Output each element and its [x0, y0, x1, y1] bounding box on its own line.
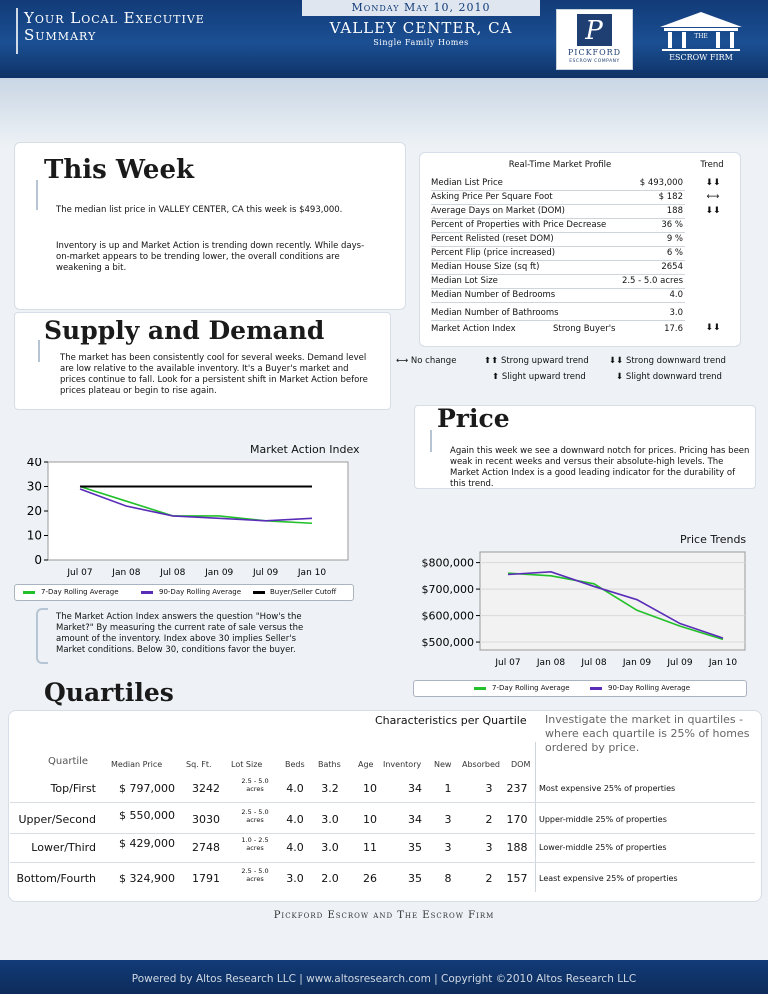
profile-row — [431, 218, 685, 233]
investigate-text: Investigate the market in quartiles - where each quartile is 25% of homes ordered by price. — [545, 713, 750, 754]
quartile-inventory: 34 — [408, 813, 422, 826]
y-tick-label: 20 — [26, 504, 42, 518]
profile-value: 2.5 - 5.0 acres — [621, 276, 683, 286]
profile-row — [431, 176, 685, 191]
quartile-row-top — [10, 772, 530, 802]
x-tick-label: Jul 08 — [160, 568, 186, 578]
svg-text:P: P — [585, 16, 603, 46]
market-action-value: 17.6 — [664, 324, 683, 334]
header-swoosh — [0, 78, 768, 148]
quartile-new: 3 — [444, 841, 452, 854]
market-action-chart — [0, 458, 360, 580]
profile-value: 9 % — [666, 234, 683, 244]
quartile-inventory: 35 — [408, 841, 422, 854]
quartile-sqft: 1791 — [192, 872, 220, 885]
quartile-price: $ 797,000 — [119, 782, 175, 795]
quartile-beds: 4.0 — [286, 841, 304, 854]
col-inventory: Inventory — [383, 760, 422, 769]
header-rule — [16, 8, 18, 54]
mai-note: The Market Action Index answers the question "How's the Market?" By measuring the current rate of sale versus the amount of the inventory. Index above 30 implies Seller's Market conditions. Below 30, conditions favor the buyer. — [56, 612, 304, 655]
quartile-sqft: 2748 — [192, 841, 220, 854]
quartile-new: 3 — [444, 813, 452, 826]
escrow-firm-logo — [652, 9, 750, 68]
profile-label: Asking Price Per Square Foot — [431, 192, 553, 202]
quartile-age: 11 — [363, 841, 377, 854]
trend-legend-strong-up — [484, 356, 589, 366]
y-tick-label: $600,000 — [421, 609, 474, 623]
profile-row — [431, 288, 685, 303]
quartile-price: $ 550,000 — [119, 809, 175, 822]
quartile-absorbed: 2 — [485, 813, 493, 826]
quartile-price: $ 429,000 — [119, 837, 175, 850]
city-name: VALLEY CENTER, CA — [329, 19, 513, 37]
quartile-beds: 3.0 — [286, 872, 304, 885]
market-profile-title: Real-Time Market Profile — [508, 160, 612, 170]
col-median-price: Median Price — [111, 760, 163, 769]
left-right-arrow-icon: ⟷ — [706, 192, 720, 202]
supply-demand-bracket — [38, 340, 44, 362]
profile-value: 2654 — [661, 262, 683, 272]
profile-row — [431, 260, 685, 275]
report-date: Monday May 10, 2010 — [302, 0, 540, 16]
x-tick-label: Jan 08 — [536, 658, 566, 668]
trend-legend-slight-up — [492, 372, 586, 382]
x-tick-label: Jul 08 — [581, 658, 607, 668]
price-paragraph: Again this week we see a downward notch for prices. Pricing has been weak in recent weeks and versus their absolute-high levels. The Market Action Index is a good leading indicator for the durability of this trend. — [450, 446, 750, 489]
col-baths: Baths — [318, 760, 341, 769]
report-title-line1: Your Local Executive — [24, 9, 205, 27]
profile-row — [431, 232, 685, 247]
quartiles-divider — [535, 742, 536, 892]
quartile-new: 1 — [444, 782, 452, 795]
quartile-row-lower — [10, 831, 530, 861]
market-action-status: Strong Buyer's — [553, 324, 616, 334]
quartile-new: 8 — [444, 872, 452, 885]
x-tick-label: Jul 07 — [67, 568, 93, 578]
plot-area — [480, 552, 745, 650]
double-down-arrow-icon: ⬇⬇ — [705, 323, 721, 333]
quartile-row-bottom — [10, 862, 530, 892]
x-tick-label: Jan 08 — [112, 568, 141, 578]
profile-label: Average Days on Market (DOM) — [431, 206, 565, 216]
profile-value: 6 % — [666, 248, 683, 258]
quartile-sqft: 3242 — [192, 782, 220, 795]
x-tick-label: Jan 09 — [205, 568, 234, 578]
profile-label: Median Number of Bedrooms — [431, 290, 556, 300]
quartile-lot-range: 1.0 - 2.5 — [241, 836, 269, 844]
quartile-sqft: 3030 — [192, 813, 220, 826]
quartile-desc: Least expensive 25% of properties — [539, 874, 678, 883]
trend-legend-strong-down — [609, 356, 726, 366]
profile-row — [431, 306, 685, 321]
this-week-bracket — [36, 180, 42, 210]
quartile-dom: 170 — [506, 813, 528, 826]
x-tick-label: Jan 10 — [708, 658, 738, 668]
profile-label: Median List Price — [431, 178, 503, 188]
quartile-inventory: 35 — [408, 872, 422, 885]
property-type: Single Family Homes — [373, 38, 469, 47]
y-tick-label: 30 — [26, 479, 42, 494]
x-tick-label: Jul 09 — [667, 658, 693, 668]
profile-label: Median Number of Bathrooms — [431, 308, 559, 318]
left-right-arrow-icon: ⟷ — [396, 356, 411, 366]
quartile-dom: 237 — [506, 782, 528, 795]
this-week-title: This Week — [44, 155, 194, 185]
double-up-arrow-icon: ⬆⬆ — [484, 356, 501, 366]
profile-row — [431, 190, 685, 205]
legend-swatch-7day — [23, 591, 35, 594]
pickford-logo-sub: ESCROW COMPANY — [569, 59, 620, 64]
double-down-arrow-icon: ⬇⬇ — [705, 178, 721, 188]
legend-label-cutoff: Buyer/Seller Cutoff — [270, 588, 337, 596]
col-lot-size: Lot Size — [231, 760, 263, 769]
col-new: New — [434, 760, 452, 769]
col-age: Age — [358, 760, 374, 769]
x-tick-label: Jan 10 — [297, 568, 327, 578]
profile-value: 3.0 — [669, 308, 683, 318]
price-chart — [408, 548, 758, 670]
profile-value: 36 % — [661, 220, 683, 230]
market-action-row — [431, 322, 685, 336]
quartile-baths: 3.0 — [321, 813, 339, 826]
quartile-dom: 188 — [506, 841, 528, 854]
profile-label: Percent Flip (price increased) — [431, 248, 556, 258]
market-action-chart-title: Market Action Index — [250, 443, 360, 456]
pickford-logo — [556, 9, 633, 70]
quartile-desc: Most expensive 25% of properties — [539, 784, 676, 793]
quartile-name: Top/First — [50, 782, 96, 795]
quartile-row-upper — [10, 803, 530, 833]
mai-note-bracket — [36, 608, 48, 664]
quartile-lot-range: 2.5 - 5.0 — [241, 867, 269, 875]
x-tick-label: Jan 09 — [622, 658, 652, 668]
legend-label-7day: 7-Day Rolling Average — [492, 684, 570, 692]
quartile-name: Bottom/Fourth — [16, 872, 96, 885]
market-action-label: Market Action Index — [431, 324, 516, 334]
trend-header: Trend — [700, 160, 724, 170]
quartile-absorbed: 2 — [485, 872, 493, 885]
col-quartile: Quartile — [48, 756, 89, 767]
profile-row — [431, 246, 685, 261]
characteristics-label: Characteristics per Quartile — [375, 714, 527, 727]
col-sqft: Sq. Ft. — [186, 760, 212, 769]
quartile-age: 10 — [363, 782, 377, 795]
footer-firms: Pickford Escrow and The Escrow Firm — [273, 910, 495, 921]
slight-down-label: Slight downward trend — [625, 372, 722, 382]
profile-label: Median House Size (sq ft) — [431, 262, 540, 272]
quartile-inventory: 34 — [408, 782, 422, 795]
double-down-arrow-icon: ⬇⬇ — [705, 206, 721, 216]
profile-value: $ 493,000 — [639, 178, 683, 188]
trend-legend-slight-down — [616, 372, 722, 382]
legend-label-7day: 7-Day Rolling Average — [41, 588, 119, 596]
price-title: Price — [437, 404, 510, 433]
down-arrow-icon: ⬇ — [616, 372, 626, 382]
market-action-legend — [14, 584, 354, 601]
y-tick-label: $700,000 — [421, 583, 474, 597]
legend-label-90day: 90-Day Rolling Average — [159, 588, 241, 596]
col-absorbed: Absorbed — [462, 760, 500, 769]
price-legend — [413, 680, 747, 697]
quartile-lot-range: 2.5 - 5.0 — [241, 777, 269, 785]
trend-legend-no-change — [396, 356, 456, 366]
quartile-lot-unit: acres — [246, 816, 264, 824]
profile-value: 4.0 — [669, 290, 683, 300]
legend-swatch-cutoff — [253, 591, 265, 594]
y-tick-label: $800,000 — [421, 556, 474, 570]
quartile-name: Lower/Third — [31, 841, 96, 854]
quartile-lot-unit: acres — [246, 875, 264, 883]
profile-row — [431, 204, 685, 219]
quartile-lot-unit: acres — [246, 785, 264, 793]
escrow-logo-line1: THE — [694, 33, 708, 40]
strong-up-label: Strong upward trend — [500, 356, 589, 366]
pickford-logo-name: PICKFORD — [567, 48, 622, 57]
supply-demand-paragraph: The market has been consistently cool for several weeks. Demand level are low relative to the available inventory. It's a Buyer's market and prices continue to fall. Look for a persistent shift in Market Action before prices plateau or begin to rise again. — [60, 353, 368, 396]
profile-label: Percent of Properties with Price Decrease — [431, 220, 607, 230]
y-tick-label: 40 — [26, 458, 42, 469]
legend-swatch-90day — [141, 591, 153, 594]
x-tick-label: Jul 07 — [495, 658, 521, 668]
this-week-paragraph2: Inventory is up and Market Action is trending down recently. While days-on-market appears to be trending lower, the overall conditions are weakening a bit. — [56, 241, 365, 273]
slight-up-label: Slight upward trend — [501, 372, 586, 382]
quartile-desc: Lower-middle 25% of properties — [539, 843, 667, 852]
x-tick-label: Jul 09 — [253, 568, 279, 578]
legend-swatch-7day — [474, 687, 486, 690]
col-beds: Beds — [285, 760, 305, 769]
double-down-arrow-icon: ⬇⬇ — [609, 356, 626, 366]
quartile-age: 26 — [363, 872, 377, 885]
quartile-absorbed: 3 — [485, 782, 493, 795]
up-arrow-icon: ⬆ — [492, 372, 502, 382]
quartile-absorbed: 3 — [485, 841, 493, 854]
quartile-dom: 157 — [506, 872, 528, 885]
y-tick-label: 0 — [34, 553, 42, 567]
quartile-baths: 3.2 — [321, 782, 339, 795]
profile-label: Median Lot Size — [431, 276, 498, 286]
price-chart-title: Price Trends — [680, 533, 747, 546]
profile-label: Percent Relisted (reset DOM) — [431, 234, 554, 244]
legend-swatch-90day — [590, 687, 602, 690]
quartile-lot-unit: acres — [246, 844, 264, 852]
report-title-line2: Summary — [24, 26, 97, 44]
profile-row — [431, 274, 685, 289]
y-tick-label: 10 — [26, 528, 42, 543]
footer-powered: Powered by Altos Research LLC | www.altosresearch.com | Copyright ©2010 Altos Research LLC — [131, 973, 637, 985]
y-tick-label: $500,000 — [421, 636, 474, 650]
plot-area — [48, 462, 348, 560]
report-title — [24, 10, 205, 44]
price-bracket — [430, 430, 436, 452]
col-dom: DOM — [511, 760, 531, 769]
escrow-logo-line2: ESCROW FIRM — [669, 53, 733, 62]
quartile-baths: 2.0 — [321, 872, 339, 885]
quartiles-title: Quartiles — [44, 678, 174, 707]
profile-value: 188 — [666, 206, 683, 216]
quartile-age: 10 — [363, 813, 377, 826]
quartile-desc: Upper-middle 25% of properties — [539, 815, 667, 824]
this-week-paragraph1: The median list price in VALLEY CENTER, CA this week is $493,000. — [56, 205, 343, 215]
quartile-lot-range: 2.5 - 5.0 — [241, 808, 269, 816]
quartile-name: Upper/Second — [18, 813, 96, 826]
legend-label-90day: 90-Day Rolling Average — [608, 684, 690, 692]
profile-value: $ 182 — [658, 192, 683, 202]
supply-demand-title: Supply and Demand — [44, 316, 325, 345]
quartile-price: $ 324,900 — [119, 872, 175, 885]
quartile-baths: 3.0 — [321, 841, 339, 854]
quartile-beds: 4.0 — [286, 813, 304, 826]
no-change-label: No change — [410, 356, 457, 366]
quartile-beds: 4.0 — [286, 782, 304, 795]
strong-down-label: Strong downward trend — [625, 356, 726, 366]
